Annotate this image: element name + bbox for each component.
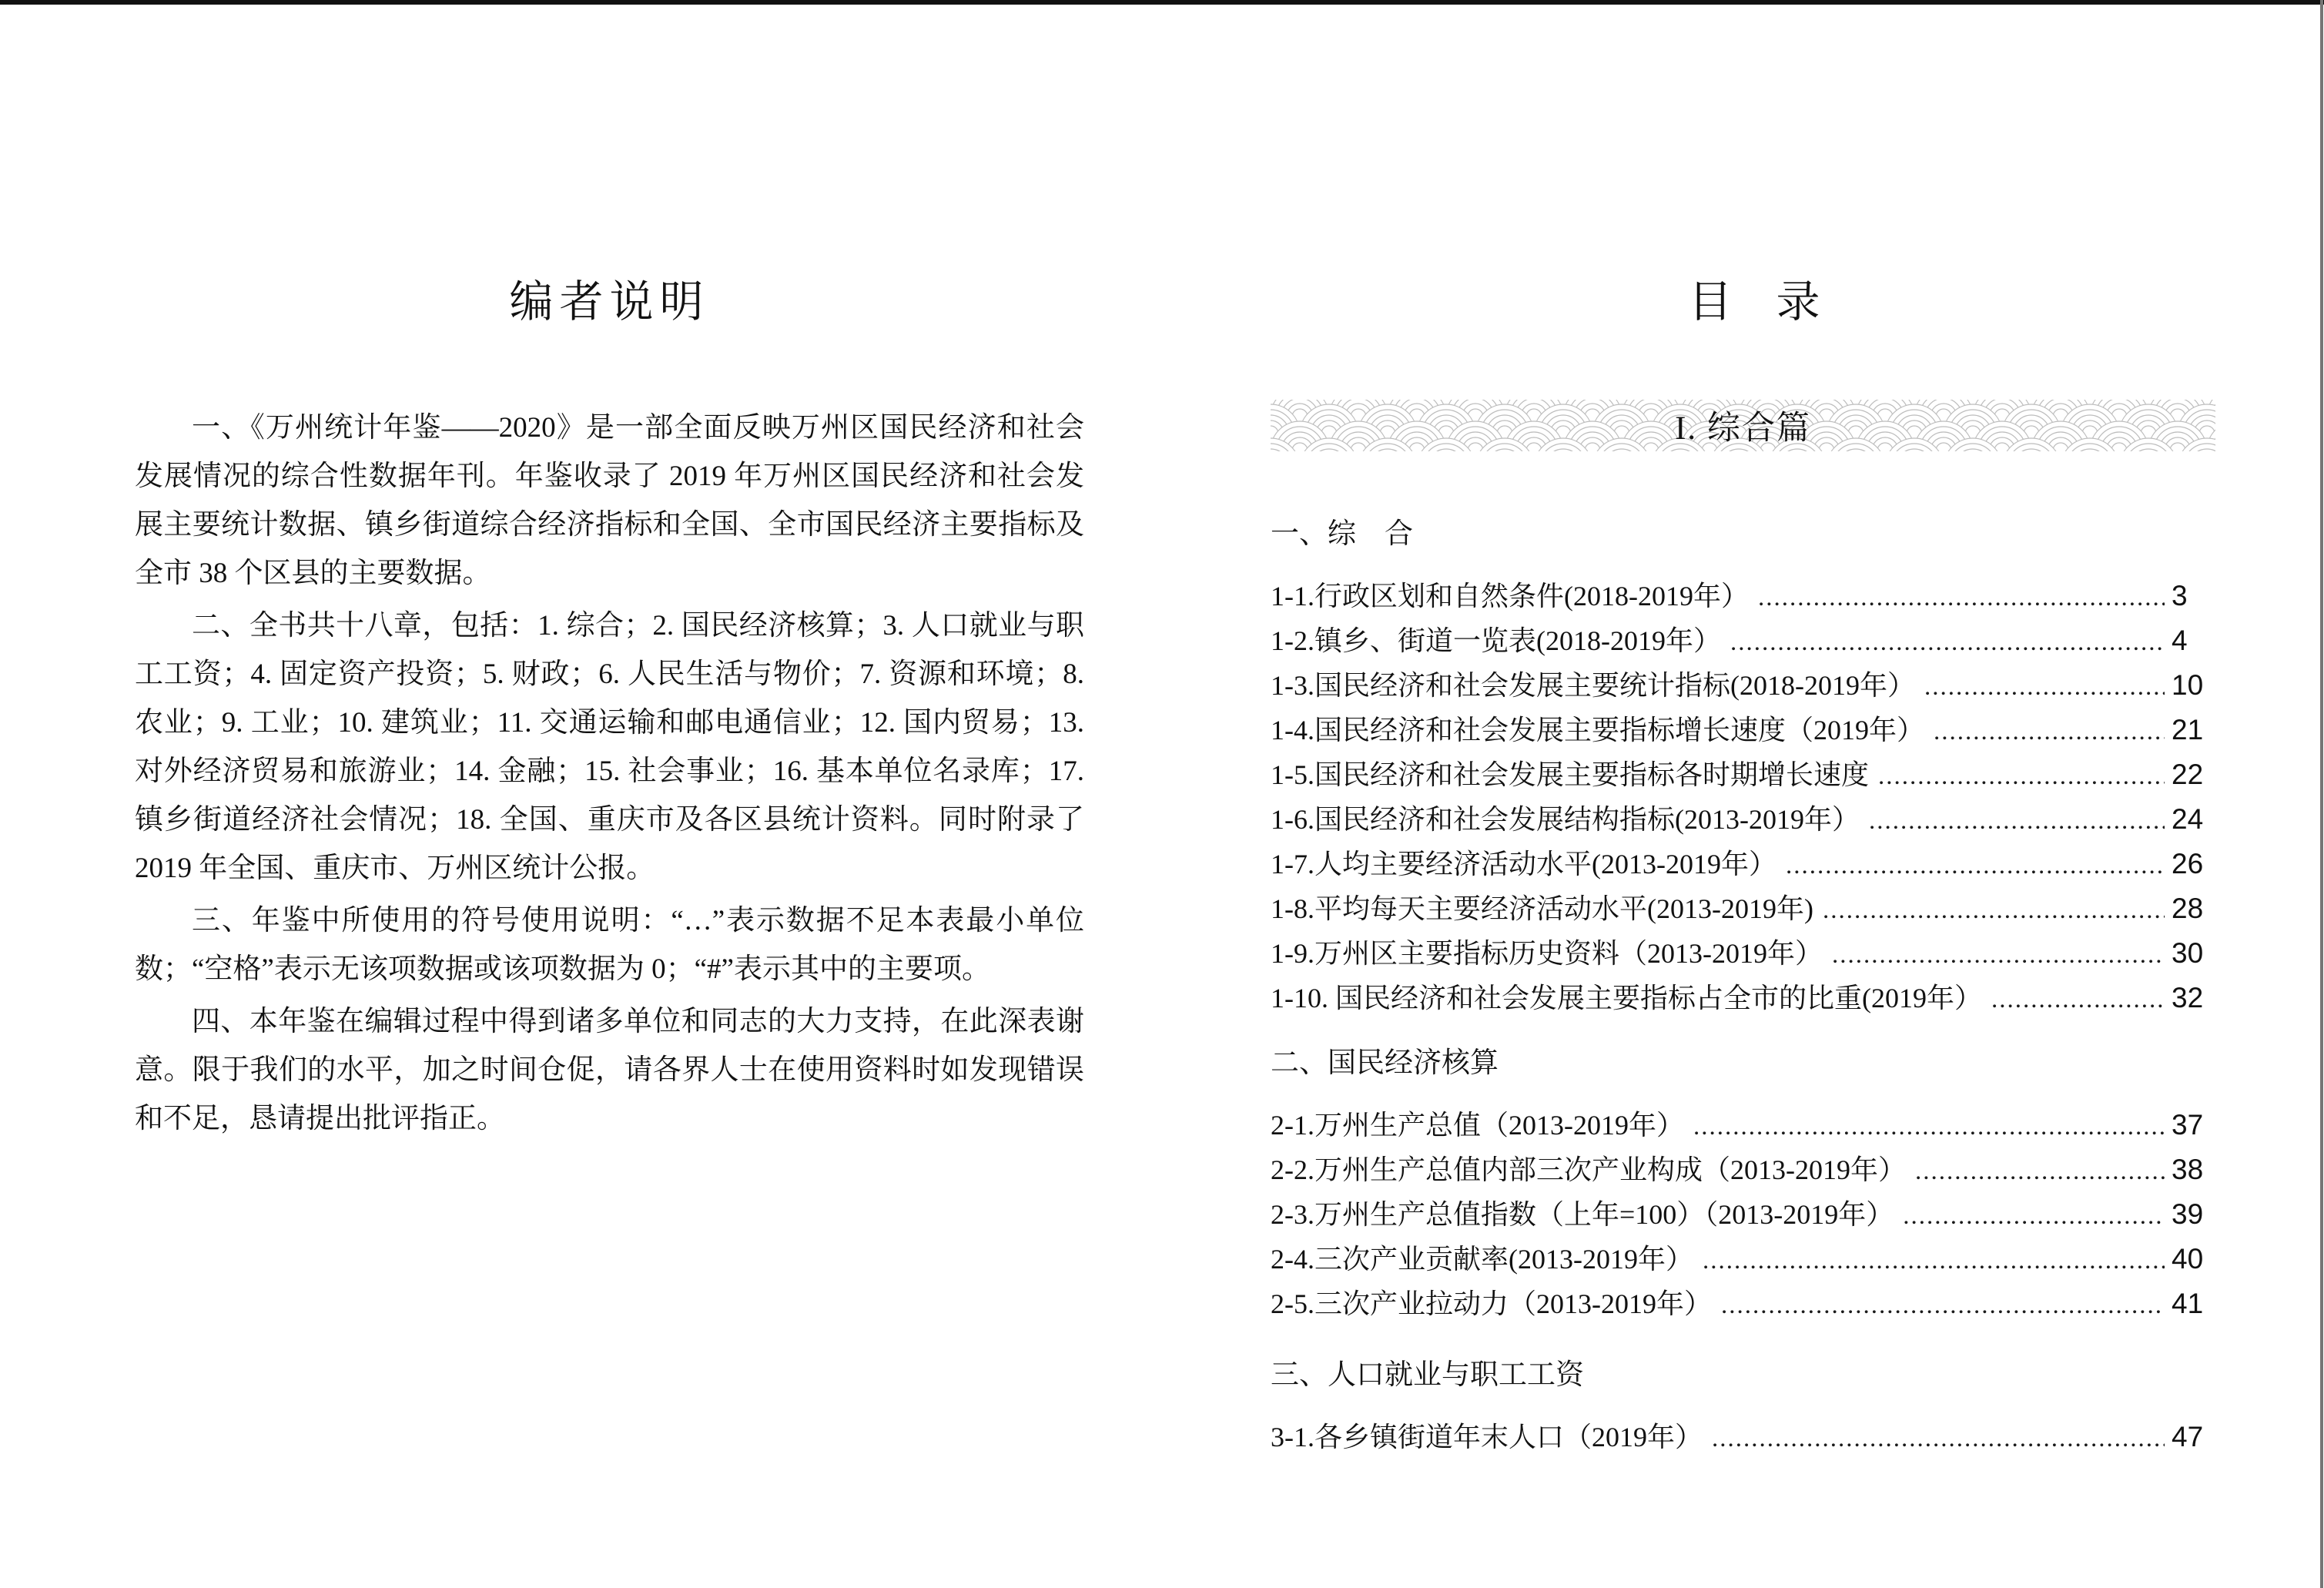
toc-entry <box>1271 1415 2238 1459</box>
editor-notes-body <box>135 404 1084 1147</box>
toc-entry-page: 26 <box>2172 848 2204 879</box>
toc-entry-label: 1-10. 国民经济和社会发展主要指标占全市的比重(2019年） <box>1271 983 1982 1013</box>
toc-entry-page: 41 <box>2172 1288 2204 1319</box>
toc-entry-page: 21 <box>2172 714 2204 745</box>
toc-entry-label: 2-2.万州生产总值内部三次产业构成（2013-2019年） <box>1271 1154 1906 1185</box>
toc-entry-page: 22 <box>2172 759 2204 790</box>
toc-entry <box>1271 708 2238 752</box>
editor-notes-paragraph: 三、年鉴中所使用的符号使用说明：“…”表示数据不足本表最小单位数；“空格”表示无该项数据或该项数据为 0；“#”表示其中的主要项。 <box>135 905 1084 985</box>
toc-dot-leader <box>1915 1147 2165 1194</box>
toc-entry-page: 30 <box>2172 937 2204 969</box>
toc-entry-page: 47 <box>2172 1421 2204 1452</box>
toc-entry-page: 40 <box>2172 1243 2204 1275</box>
toc-dot-leader <box>1903 1192 2165 1238</box>
toc-entry-label: 1-9.万州区主要指标历史资料（2013-2019年） <box>1271 938 1823 969</box>
toc-entry <box>1271 842 2238 886</box>
toc-dot-leader <box>1869 797 2165 843</box>
toc-entry-label: 1-5.国民经济和社会发展主要指标各时期增长速度 <box>1271 759 1869 790</box>
editor-notes-paragraph: 一、《万州统计年鉴——2020》是一部全面反映万州区国民经济和社会发展情况的综合性数据年刊。年鉴收录了 2019 年万州区国民经济和社会发展主要统计数据、镇乡街道综合经济指标和全国、全市国民经济主要指标及全市 38 个区县的主要数据。 <box>135 412 1084 589</box>
toc-section <box>1271 512 2238 1020</box>
toc-dot-leader <box>1878 752 2165 799</box>
toc-entry-page: 4 <box>2172 625 2188 656</box>
toc-entry-label: 2-4.三次产业贡献率(2013-2019年） <box>1271 1244 1693 1275</box>
toc-dot-leader <box>1703 1237 2165 1283</box>
toc-entry-page: 37 <box>2172 1109 2204 1141</box>
editor-notes-title: 编者说明 <box>509 278 710 327</box>
toc-dot-leader <box>1712 1415 2165 1461</box>
toc-entry <box>1271 1147 2238 1192</box>
toc-entry-label: 1-1.行政区划和自然条件(2018-2019年） <box>1271 581 1749 611</box>
toc-dot-leader <box>1934 708 2165 754</box>
toc-entry <box>1271 574 2238 618</box>
toc-entry <box>1271 618 2238 663</box>
toc-entry-label: 1-7.人均主要经济活动水平(2013-2019年） <box>1271 849 1776 879</box>
toc-dot-leader <box>1730 618 2165 665</box>
toc-entries <box>1271 1103 2238 1326</box>
toc-entry <box>1271 1192 2238 1237</box>
toc-section <box>1271 1041 2238 1326</box>
toc-section-heading: 二、国民经济核算 <box>1271 1047 1499 1079</box>
toc-entry <box>1271 886 2238 931</box>
toc-dot-leader <box>1786 842 2165 888</box>
part-banner-label: I. 综合篇 <box>1675 410 1811 447</box>
toc-entry-label: 1-6.国民经济和社会发展结构指标(2013-2019年） <box>1271 804 1860 835</box>
toc-entry <box>1271 797 2238 842</box>
toc-entry-label: 2-1.万州生产总值（2013-2019年） <box>1271 1110 1684 1141</box>
toc-section-heading: 三、人口就业与职工工资 <box>1271 1359 1584 1391</box>
toc-entry-page: 38 <box>2172 1154 2204 1185</box>
toc-entry-label: 1-3.国民经济和社会发展主要统计指标(2018-2019年） <box>1271 670 1915 701</box>
toc-page <box>1162 0 2324 1588</box>
toc-entry-label: 1-8.平均每天主要经济活动水平(2013-2019年) <box>1271 893 1813 924</box>
toc-entries <box>1271 574 2238 1020</box>
toc-entry-page: 28 <box>2172 893 2204 924</box>
toc-section <box>1271 1353 2238 1459</box>
part-banner <box>1271 400 2215 451</box>
toc-entry-label: 2-3.万州生产总值指数（上年=100）（2013-2019年） <box>1271 1199 1894 1230</box>
toc-dot-leader <box>1924 663 2165 709</box>
toc-dot-leader <box>1693 1103 2165 1149</box>
toc-dot-leader <box>1823 886 2165 933</box>
toc-entry-label: 1-2.镇乡、街道一览表(2018-2019年） <box>1271 625 1721 656</box>
toc-entry-page: 24 <box>2172 803 2204 835</box>
toc-entry-label: 1-4.国民经济和社会发展主要指标增长速度（2019年） <box>1271 715 1924 745</box>
toc-entry-page: 3 <box>2172 580 2188 611</box>
toc-entry <box>1271 1103 2238 1147</box>
toc-list <box>1271 512 2238 1459</box>
toc-dot-leader <box>1721 1281 2165 1328</box>
toc-entry-label: 2-5.三次产业拉动力（2013-2019年） <box>1271 1288 1712 1319</box>
toc-entry <box>1271 1237 2238 1281</box>
toc-entry-page: 39 <box>2172 1198 2204 1230</box>
editor-notes-paragraph: 二、全书共十八章，包括：1. 综合；2. 国民经济核算；3. 人口就业与职工工资；4. 固定资产投资；5. 财政；6. 人民生活与物价；7. 资源和环境；8. 农业；9. 工业；10. 建筑业；11. 交通运输和邮电通信业；12. 国内贸易；13. 对外经济贸易和旅游业；14. 金融；15. 社会事业；16. 基本单位名录库；17. 镇乡街道经济社会情况；18. 全国、重庆市及各区县统计资料。同时附录了 2019 年全国、重庆市、万州区统计公报。 <box>135 610 1084 884</box>
toc-entry-page: 32 <box>2172 982 2204 1013</box>
toc-section-heading: 一、综 合 <box>1271 518 1413 550</box>
toc-entry-page: 10 <box>2172 669 2204 701</box>
toc-dot-leader <box>1832 931 2165 977</box>
toc-entry <box>1271 1281 2238 1326</box>
toc-dot-leader <box>1991 976 2165 1022</box>
toc-entry <box>1271 931 2238 976</box>
toc-dot-leader <box>1758 574 2165 620</box>
toc-entries <box>1271 1415 2238 1459</box>
toc-entry <box>1271 752 2238 797</box>
toc-entry <box>1271 663 2238 708</box>
toc-title: 目 录 <box>1688 278 1820 327</box>
editor-notes-paragraph: 四、本年鉴在编辑过程中得到诸多单位和同志的大力支持，在此深表谢意。限于我们的水平，加之时间仓促，请各界人士在使用资料时如发现错误和不足，恳请提出批评指正。 <box>135 1006 1084 1134</box>
toc-entry-label: 3-1.各乡镇街道年末人口（2019年） <box>1271 1422 1703 1452</box>
toc-entry <box>1271 976 2238 1020</box>
